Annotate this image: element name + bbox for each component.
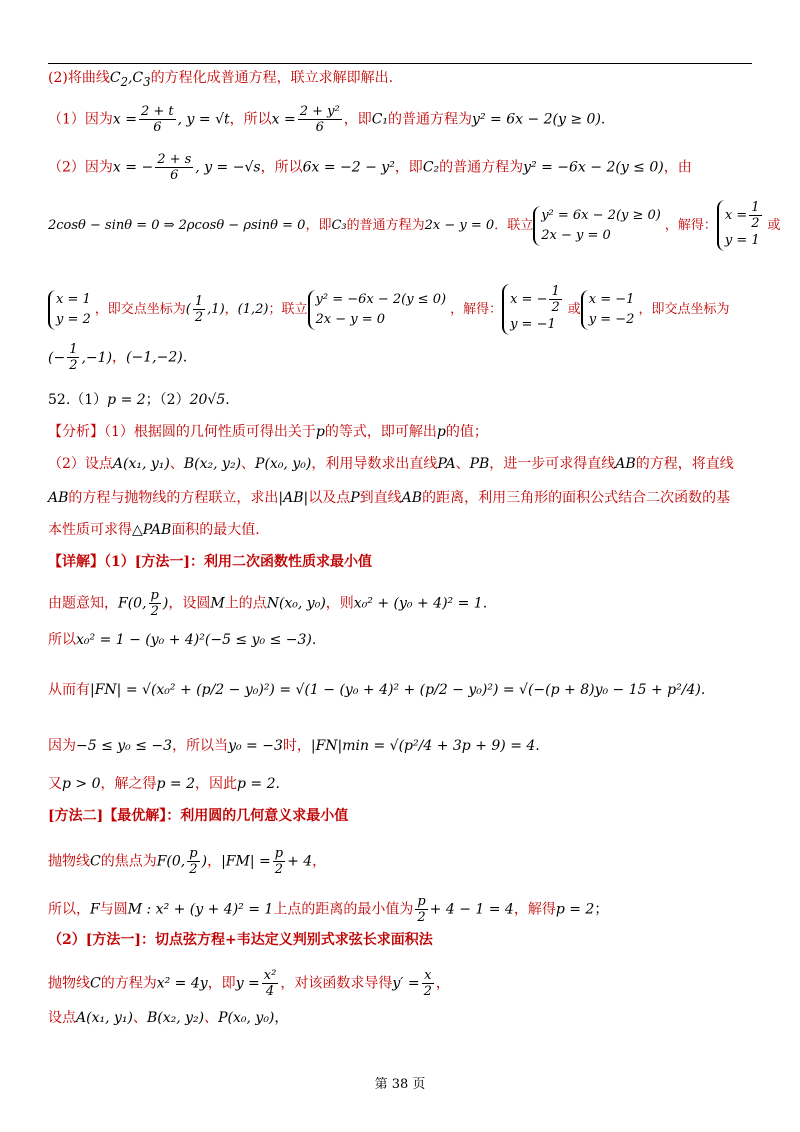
equation: 2x − y = 0 — [315, 311, 386, 327]
math: 6x = −2 − y² — [302, 159, 395, 176]
text: . — [182, 349, 188, 366]
math: |FN| = √(x₀² + (p/2 − y₀)²) = √(1 − (y₀ + 4)² + (p/2 − y₀)²) = √(−(p + 8)y₀ − 15 + p²/4) — [90, 682, 701, 698]
solution-line-1 — [48, 588, 487, 619]
text: . — [700, 682, 706, 698]
fraction — [193, 294, 205, 325]
math: y = — [235, 975, 260, 992]
header-rule — [48, 63, 752, 64]
denominator: 2 — [69, 358, 78, 373]
text-line-1 — [48, 68, 393, 92]
text: ，解得 — [513, 901, 556, 918]
math: △PAB — [132, 522, 172, 538]
equation: y = −2 — [588, 311, 635, 327]
math: PA — [437, 456, 456, 472]
analysis-line-3 — [48, 488, 730, 508]
fraction — [155, 152, 193, 183]
text: ，即交点坐标为 — [94, 302, 186, 317]
math: x₀² = 1 − (y₀ + 4)²(−5 ≤ y₀ ≤ −3) — [76, 632, 312, 648]
text: . — [311, 632, 317, 648]
denominator: 2 — [150, 604, 159, 619]
text-line-2 — [48, 104, 605, 135]
math: p = 2 — [156, 776, 195, 792]
text: 或 — [567, 302, 581, 317]
solution-line-3 — [48, 680, 705, 700]
math: + 4 − 1 = 4 — [429, 901, 514, 918]
math: ,−1 — [81, 349, 107, 366]
text: 的焦点为 — [100, 853, 157, 870]
text: 从而有 — [48, 682, 90, 698]
point: (−1,−2) — [126, 349, 183, 366]
math: AB — [401, 490, 423, 506]
math: |FM| = — [221, 853, 271, 870]
part-two-heading — [48, 930, 433, 950]
denominator: 6 — [170, 168, 179, 183]
solution-line-5 — [48, 774, 280, 794]
math: N(x₀, y₀) — [266, 595, 326, 612]
math: + 4 — [287, 853, 313, 870]
fraction — [273, 846, 285, 877]
numerator: 2 + s — [157, 152, 192, 167]
text: ，对该函数求导得 — [280, 975, 393, 992]
numerator: 1 — [751, 200, 760, 215]
math: |FN|min = √(p²/4 + 3p + 9) = 4 — [310, 738, 536, 754]
text: 【分析】（1）根据圆的几何性质可得出关于 — [48, 424, 316, 440]
text: ，所以 — [260, 159, 303, 176]
solution-line-9 — [48, 1008, 288, 1028]
numerator: x — [422, 968, 434, 984]
math: P(x₀, y₀) — [255, 456, 312, 472]
denominator: 2 — [751, 216, 760, 231]
text: ，解之得 — [100, 776, 157, 792]
text: (2)将曲线 — [48, 70, 110, 86]
math: C — [109, 70, 121, 86]
text: ，进一步可求得直线 — [489, 456, 616, 472]
fraction — [187, 846, 199, 877]
analysis-line-1 — [48, 422, 488, 442]
text: ，即 — [343, 111, 372, 128]
text: 、 — [241, 456, 256, 472]
text: ，所以 — [229, 111, 272, 128]
denominator: 4 — [265, 984, 275, 999]
text: ，由 — [663, 159, 692, 176]
math: 3 — [143, 74, 151, 89]
numerator: 2 + y² — [299, 104, 340, 119]
numerator: 1 — [69, 342, 78, 357]
math: ,1 — [207, 302, 220, 317]
equation: x = 1 — [56, 291, 91, 307]
point: (1,2) — [237, 302, 269, 317]
text: 的距离，利用三角形的面积公式结合二次函数的基 — [422, 490, 731, 506]
text: 又 — [48, 776, 62, 792]
math: A(x₁, y₁) — [76, 1010, 133, 1026]
text: 时， — [282, 738, 311, 754]
math: 2x − y = 0 — [424, 218, 495, 233]
text: 的方程为 — [100, 975, 157, 992]
text: ；联立 — [268, 302, 308, 317]
math: AB — [615, 456, 636, 472]
fraction — [422, 968, 434, 999]
solution-line-4 — [48, 736, 540, 756]
math: F — [90, 901, 100, 918]
text: 的普通方程为 — [439, 159, 524, 176]
text: ，则 — [325, 595, 354, 612]
text: ，即 — [207, 975, 236, 992]
numerator: p — [150, 588, 159, 603]
point: ( $\frac{1}{2}$ ,1) — [185, 294, 225, 325]
math: 20√5 — [189, 392, 226, 408]
text: ，因此 — [195, 776, 237, 792]
math: ) — [201, 853, 208, 870]
math: B(x₂, y₂) — [146, 1010, 205, 1026]
math: F(0, — [118, 595, 147, 612]
math: p — [436, 424, 446, 440]
page-number: 第 38 页 — [374, 1077, 426, 1092]
text: 由题意知， — [48, 595, 118, 612]
fraction — [262, 968, 279, 999]
text-line-4 — [48, 200, 781, 251]
text: （2） — [48, 932, 86, 948]
equation: y = 1 — [724, 233, 760, 248]
method-two-heading — [48, 806, 348, 826]
text: 所以 — [48, 632, 76, 648]
equation: 2x − y = 0 — [541, 227, 611, 243]
text: ， — [312, 853, 327, 870]
text: 【详解】（1） — [48, 554, 135, 570]
fraction — [549, 284, 561, 315]
math: p = 2 — [107, 392, 146, 408]
numerator: p — [274, 846, 284, 861]
text: ．联立 — [494, 218, 534, 233]
text: . — [600, 111, 606, 128]
math: y² = −6x − 2(y ≤ 0) — [523, 159, 664, 176]
numerator: p — [417, 894, 426, 909]
text: 的方程与抛物线的方程联立，求出 — [68, 490, 279, 506]
analysis-line-2 — [48, 454, 734, 474]
text: 、 — [455, 456, 470, 472]
text: 的普通方程为 — [346, 218, 425, 233]
numerator: 2 + t — [141, 104, 174, 119]
equation: y = −1 — [510, 317, 556, 332]
fraction — [415, 894, 427, 925]
math: p = 2 — [555, 901, 595, 918]
numerator: x² — [263, 968, 277, 983]
text: 上的点 — [224, 595, 267, 612]
text: ， — [207, 853, 222, 870]
solution-system — [717, 200, 768, 251]
text: . — [225, 392, 230, 408]
equation-system — [308, 290, 451, 330]
text: 抛物线 — [48, 975, 90, 992]
math: ) — [162, 595, 169, 612]
math: x = − — [510, 292, 548, 307]
text: 或 — [767, 218, 781, 233]
math: M — [210, 595, 225, 612]
math: P(x₀, y₀) — [218, 1010, 275, 1026]
equation-system — [533, 206, 665, 246]
text: 的值； — [445, 424, 488, 440]
fraction — [749, 200, 761, 231]
solution-line-8 — [48, 968, 450, 999]
math: x = − — [112, 159, 154, 176]
math: C₁ — [371, 111, 389, 128]
text: 设点 — [48, 1010, 76, 1026]
method-heading: [方法一]：利用二次函数性质求最小值 — [134, 554, 372, 570]
denominator: 2 — [423, 984, 432, 999]
solution-line-7 — [48, 894, 608, 925]
solution-system — [48, 290, 95, 330]
numerator: p — [189, 846, 198, 861]
equation: y² = 6x − 2(y ≥ 0) — [541, 207, 661, 223]
math: , y = −√s — [195, 159, 261, 176]
math: x = — [112, 111, 137, 128]
denominator: 2 — [551, 300, 560, 315]
text: . — [482, 595, 488, 612]
math: −5 ≤ y₀ ≤ −3 — [76, 738, 173, 754]
text: 所以， — [48, 901, 90, 918]
fraction — [67, 342, 79, 373]
text: 的普通方程为 — [388, 111, 473, 128]
method-heading: [方法一]：切点弦方程+韦达定义判别式求弦长求面积法 — [85, 932, 433, 948]
math: C₃ — [331, 218, 347, 233]
solution-line-2 — [48, 630, 316, 650]
text: [方法二]【最优解】：利用圆的几何意义求最小值 — [48, 808, 349, 824]
fraction — [149, 588, 161, 619]
text: 本性质可求得 — [48, 522, 132, 538]
math: x = — [271, 111, 296, 128]
math: P — [350, 490, 360, 506]
text: 与圆 — [99, 901, 128, 918]
text: （1）因为 — [48, 111, 113, 128]
math: M : x² + (y + 4)² = 1 — [127, 901, 274, 918]
answer-52 — [48, 390, 230, 410]
text: ，即 — [394, 159, 423, 176]
denominator: 2 — [189, 862, 198, 877]
text-line-5: x = 1 y = 2 ，即交点坐标为( $\frac{1}{2}$ ,1)，(1,2)；联立 y² = −6x − 2(y ≤ 0) 2x − y = 0 ，解得： x = − $\frac{1}{2}$ y = −1 或 x = −1 y = −2 ，即交点坐标为 — [48, 284, 729, 335]
denominator: 2 — [274, 862, 284, 877]
math: PB — [469, 456, 490, 472]
math: AB — [48, 490, 69, 506]
math: x₀² + (y₀ + 4)² = 1 — [353, 595, 483, 612]
math: 2 — [120, 74, 128, 89]
text-line-3 — [48, 152, 692, 183]
text: ，解得： — [450, 302, 503, 317]
fraction — [298, 104, 342, 135]
math: x² = 4y — [156, 975, 208, 992]
math: x = — [724, 208, 748, 223]
text: （2）设点 — [48, 456, 113, 472]
numerator: 1 — [194, 294, 204, 309]
text: ，解得： — [664, 218, 717, 233]
text: . — [535, 738, 540, 754]
equation — [510, 284, 564, 315]
text: 的方程，将直线 — [635, 456, 734, 472]
math: , y = √t — [177, 111, 230, 128]
math: |AB| — [278, 490, 309, 506]
math: B(x₂, y₂) — [183, 456, 242, 472]
math: C₂ — [422, 159, 440, 176]
text: 、 — [204, 1010, 219, 1026]
math: y² = 6x − 2(y ≥ 0) — [472, 111, 601, 128]
text: ，设圆 — [168, 595, 211, 612]
text: ，利用导数求出直线 — [311, 456, 438, 472]
solution-system — [502, 284, 568, 335]
solution-system — [581, 290, 639, 330]
denominator: 6 — [315, 120, 324, 135]
numerator: 1 — [551, 284, 560, 299]
denominator: 2 — [417, 910, 426, 925]
point: (− $\frac{1}{2}$ ,−1) — [48, 342, 113, 373]
fraction — [139, 104, 176, 135]
equation — [725, 200, 764, 231]
text: 的方程化成普通方程，联立求解即解出. — [150, 70, 394, 86]
text: 、 — [169, 456, 184, 472]
solution-line-6 — [48, 846, 326, 877]
text: ， — [435, 975, 450, 992]
equation: x = −1 — [588, 291, 635, 307]
math: ,C — [127, 70, 144, 86]
text: 到直线 — [359, 490, 402, 506]
analysis-line-4 — [48, 520, 260, 540]
text: 因为 — [48, 738, 76, 754]
denominator: 6 — [153, 120, 162, 135]
text-line-6: (− $\frac{1}{2}$ ,−1)，(−1,−2). — [48, 342, 188, 373]
math: p — [315, 424, 325, 440]
math: y₀ = −3 — [228, 738, 283, 754]
math: p > 0 — [62, 776, 101, 792]
text: 面积的最大值. — [171, 522, 260, 538]
equation: y = 2 — [56, 311, 91, 327]
text: 52.（1） — [48, 392, 108, 408]
text: 上点的距离的最小值为 — [273, 901, 414, 918]
text: ；（2） — [145, 392, 190, 408]
math: A(x₁, y₁) — [112, 456, 170, 472]
detail-heading — [48, 552, 372, 572]
denominator: 2 — [194, 310, 204, 325]
text: 的等式，即可解出 — [324, 424, 437, 440]
math: F(0, — [156, 853, 186, 870]
text: ，即 — [305, 218, 332, 233]
text: . — [275, 776, 280, 792]
text: （2）因为 — [48, 159, 113, 176]
math: p = 2 — [237, 776, 276, 792]
math: C — [90, 975, 101, 992]
text: ，所以当 — [172, 738, 229, 754]
text: 、 — [132, 1010, 147, 1026]
math: y′ = — [392, 975, 420, 992]
math: 2cosθ − sinθ = 0 ⇒ 2ρcosθ − ρsinθ = 0 — [48, 218, 306, 233]
text: ； — [594, 901, 609, 918]
math: C — [90, 853, 101, 870]
text: ， — [274, 1010, 289, 1026]
equation: y² = −6x − 2(y ≤ 0) — [315, 291, 447, 307]
text: 以及点 — [308, 490, 351, 506]
text: 抛物线 — [48, 853, 90, 870]
text: ，即交点坐标为 — [638, 302, 730, 317]
